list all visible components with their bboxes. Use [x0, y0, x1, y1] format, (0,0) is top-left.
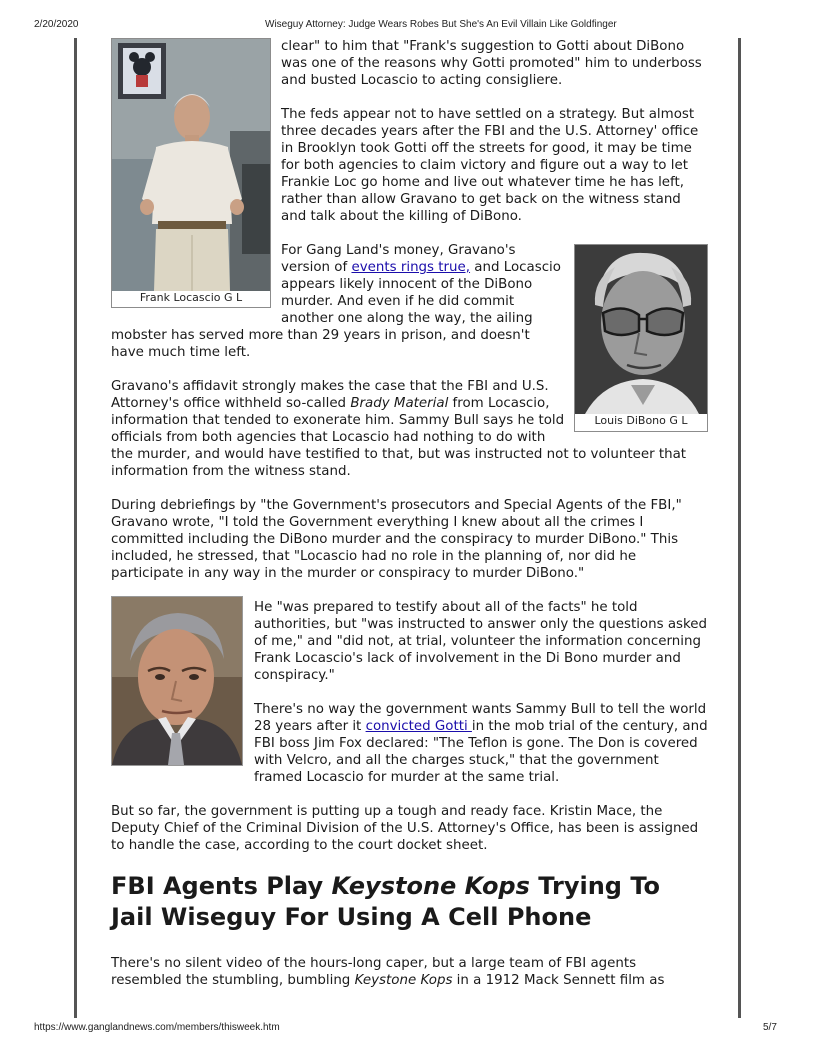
- paragraph-4-text-b: from Locascio, information that tended to exonerate him. Sammy Bull says he told officials from both agencies that Locascio had nothing to do with the murder, and would have testified to that, but was instructed not to volunteer that information from the witness stand.: [111, 396, 687, 479]
- paragraph-1: clear" to him that "Frank's suggestion to Gotti about DiBono was one of the reasons why Gotti promoted" him to underboss and busted Locascio to acting consigliere.: [281, 39, 702, 88]
- print-date: 2/20/2020: [34, 19, 79, 30]
- paragraph-3-text-b: and Locascio appears likely innocent of the DiBono murder. And even if he did commit another one along the way, the ailing mobster has served more than 29 years in prison, and doesn't have much time left.: [111, 260, 561, 360]
- paragraph-4-text-a: Gravano's affidavit strongly makes the case that the FBI and U.S. Attorney's office withheld so-called: [111, 379, 549, 411]
- print-page-number: 5/7: [763, 1022, 777, 1033]
- section-heading: [111, 871, 708, 933]
- article-body: [111, 38, 708, 1006]
- paragraph-7-text-a: There's no way the government wants Sammy Bull to tell the world 28 years after it: [254, 702, 707, 734]
- right-column-rule: [738, 38, 741, 1018]
- print-page-title: Wiseguy Attorney: Judge Wears Robes But She's An Evil Villain Like Goldfinger: [265, 19, 617, 30]
- dibono-photo-caption: Louis DiBono G L: [594, 414, 688, 427]
- paragraph-7-text-b: in the mob trial of the century, and FBI boss Jim Fox declared: "The Teflon is gone. The Don is covered with Velcro, and all the charges stuck," that the government framed Locascio for murder at the same trial.: [254, 719, 708, 785]
- dibono-photo-image: [575, 245, 707, 414]
- photo-louis-dibono: [574, 244, 708, 432]
- print-url: https://www.ganglandnews.com/members/thisweek.htm: [34, 1022, 280, 1033]
- paragraph-9: [111, 955, 708, 989]
- left-column-rule: [74, 38, 77, 1018]
- section-heading-text-b: Trying To Jail Wiseguy For Using A Cell Phone: [111, 872, 660, 931]
- keystone-kops-heading-emphasis: Keystone Kops: [331, 872, 530, 900]
- paragraph-6: He "was prepared to testify about all of the facts" he told authorities, but "was instructed to answer only the questions asked of me," and "did not, at trial, volunteer the information concerning Frank Locascio's lack of involvement in the Di Bono murder and conspiracy.": [254, 600, 708, 683]
- paragraph-9-text-b: in a 1912 Mack Sennett film as: [452, 973, 665, 988]
- locascio-photo-image: [112, 39, 270, 291]
- paragraph-5: During debriefings by "the Government's prosecutors and Special Agents of the FBI," Gravano wrote, "I told the Government everything I knew about all the crimes I committed including the DiBono murder and the conspiracy to murder DiBono." This included, he stressed, that "Locascio had no role in the planning of, nor did he participate in any way in the murder or conspiracy to murder DiBono.": [111, 498, 682, 581]
- brady-material-emphasis: Brady Material: [350, 396, 449, 411]
- locascio-photo-caption: Frank Locascio G L: [139, 291, 243, 304]
- keystone-kops-emphasis: Keystone Kops: [354, 973, 453, 988]
- photo-john-gotti: [111, 596, 243, 766]
- paragraph-2: The feds appear not to have settled on a strategy. But almost three decades years after the FBI and the U.S. Attorney' office in Brooklyn took Gotti off the streets for good, it may be time for both agencies to claim victory and figure out a way to let Frankie Loc go home and live out whatever time he has left, rather than allow Gravano to get back on the witness stand and talk about the killing of DiBono.: [281, 107, 699, 224]
- paragraph-3-text-a: For Gang Land's money, Gravano's version of: [281, 243, 516, 275]
- convicted-gotti-link[interactable]: convicted Gotti: [365, 719, 472, 734]
- photo-frank-locascio: [111, 38, 271, 308]
- paragraph-8: But so far, the government is putting up a tough and ready face. Kristin Mace, the Deputy Chief of the Criminal Division of the U.S. Attorney's Office, has been is assigned to handle the case, according to the court docket sheet.: [111, 804, 699, 853]
- paragraph-9-text-a: There's no silent video of the hours-long caper, but a large team of FBI agents resembled the stumbling, bumbling: [111, 956, 637, 988]
- section-heading-text-a: FBI Agents Play: [111, 872, 332, 900]
- events-rings-true-link[interactable]: events rings true,: [351, 260, 471, 275]
- gotti-photo-image: [112, 597, 242, 765]
